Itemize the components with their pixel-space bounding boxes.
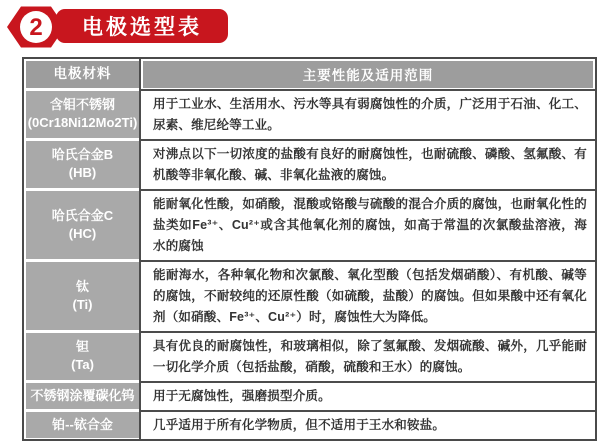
material-name: 含钼不锈钢 xyxy=(49,97,115,113)
description-text: 能耐海水，各种氧化物和次氯酸、氧化型酸（包括发烟硝酸）、有机酸、碱等的腐蚀，不耐较纯的还原性酸（如硫酸，盐酸）的腐蚀。但如果酸中还有氧化剂（如硝酸、Fe³⁺、Cu²⁺）时，腐蚀性大为降低。 xyxy=(153,268,587,324)
description-text: 对沸点以下一切浓度的盐酸有良好的耐腐蚀性，也耐硫酸、磷酸、氢氟酸、有机酸等非氧化酸、碱、非氧化盐液的腐蚀。 xyxy=(153,147,587,182)
table-row xyxy=(24,139,595,189)
table-row xyxy=(24,89,595,139)
description-text: 用于工业水、生活用水、污水等具有弱腐蚀性的介质，广泛用于石油、化工、尿素、维尼纶等工业。 xyxy=(153,97,587,132)
material-name: 哈氏合金B xyxy=(51,147,114,163)
column-header-material: 电极材料 xyxy=(26,61,139,88)
material-cell xyxy=(26,141,139,188)
material-cell xyxy=(26,412,139,438)
column-header-performance: 主要性能及适用范围 xyxy=(143,61,593,88)
table-row xyxy=(24,381,595,410)
material-name: 铂--铱合金 xyxy=(52,416,113,432)
material-code: (HC) xyxy=(68,225,97,241)
description-cell xyxy=(139,189,595,260)
table-row xyxy=(24,331,595,381)
description-cell xyxy=(139,331,595,381)
electrode-selection-table xyxy=(22,57,597,441)
material-cell xyxy=(26,262,139,330)
material-name: 哈氏合金C xyxy=(51,207,114,223)
material-cell xyxy=(26,191,139,259)
material-cell xyxy=(26,333,139,380)
table-row xyxy=(24,410,595,439)
table-header-row xyxy=(24,59,595,89)
material-cell xyxy=(26,91,139,138)
material-code: (0Cr18Ni12Mo2Ti) xyxy=(27,115,138,130)
material-cell xyxy=(26,383,139,409)
description-cell xyxy=(139,89,595,139)
description-text: 几乎适用于所有化学物质，但不适用于王水和铵盐。 xyxy=(153,418,446,432)
description-text: 用于无腐蚀性，强磨损型介质。 xyxy=(153,389,331,403)
page-title-text: 电极选型表 xyxy=(82,16,202,39)
material-name: 钛 xyxy=(75,278,89,294)
section-number: 2 xyxy=(29,14,43,41)
material-code: (Ta) xyxy=(71,357,94,372)
column-header-performance-cell xyxy=(139,59,595,89)
section-number-badge-icon xyxy=(6,2,66,52)
page-title xyxy=(56,9,228,43)
description-cell xyxy=(139,139,595,189)
description-cell xyxy=(139,381,595,410)
table-row xyxy=(24,189,595,260)
description-cell xyxy=(139,410,595,439)
page-header xyxy=(0,0,600,54)
description-text: 能耐氧化性酸，如硝酸，混酸或铬酸与硫酸的混合介质的腐蚀，也耐氧化性的盐类如Fe³⁺、Cu²⁺或含其他氧化剂的腐蚀，如高于常温的次氯酸盐溶液，海水的腐蚀 xyxy=(153,197,587,253)
material-code: (Ti) xyxy=(72,296,93,312)
description-text: 具有优良的耐腐蚀性，和玻璃相似，除了氢氟酸、发烟硫酸、碱外，几乎能耐一切化学介质（包括盐酸，硝酸，硫酸和王水）的腐蚀。 xyxy=(153,339,587,374)
description-cell xyxy=(139,260,595,331)
material-code: (HB) xyxy=(68,165,97,180)
material-name: 钽 xyxy=(75,339,89,355)
material-name: 不锈钢涂覆碳化钨 xyxy=(30,387,135,403)
table-row xyxy=(24,260,595,331)
